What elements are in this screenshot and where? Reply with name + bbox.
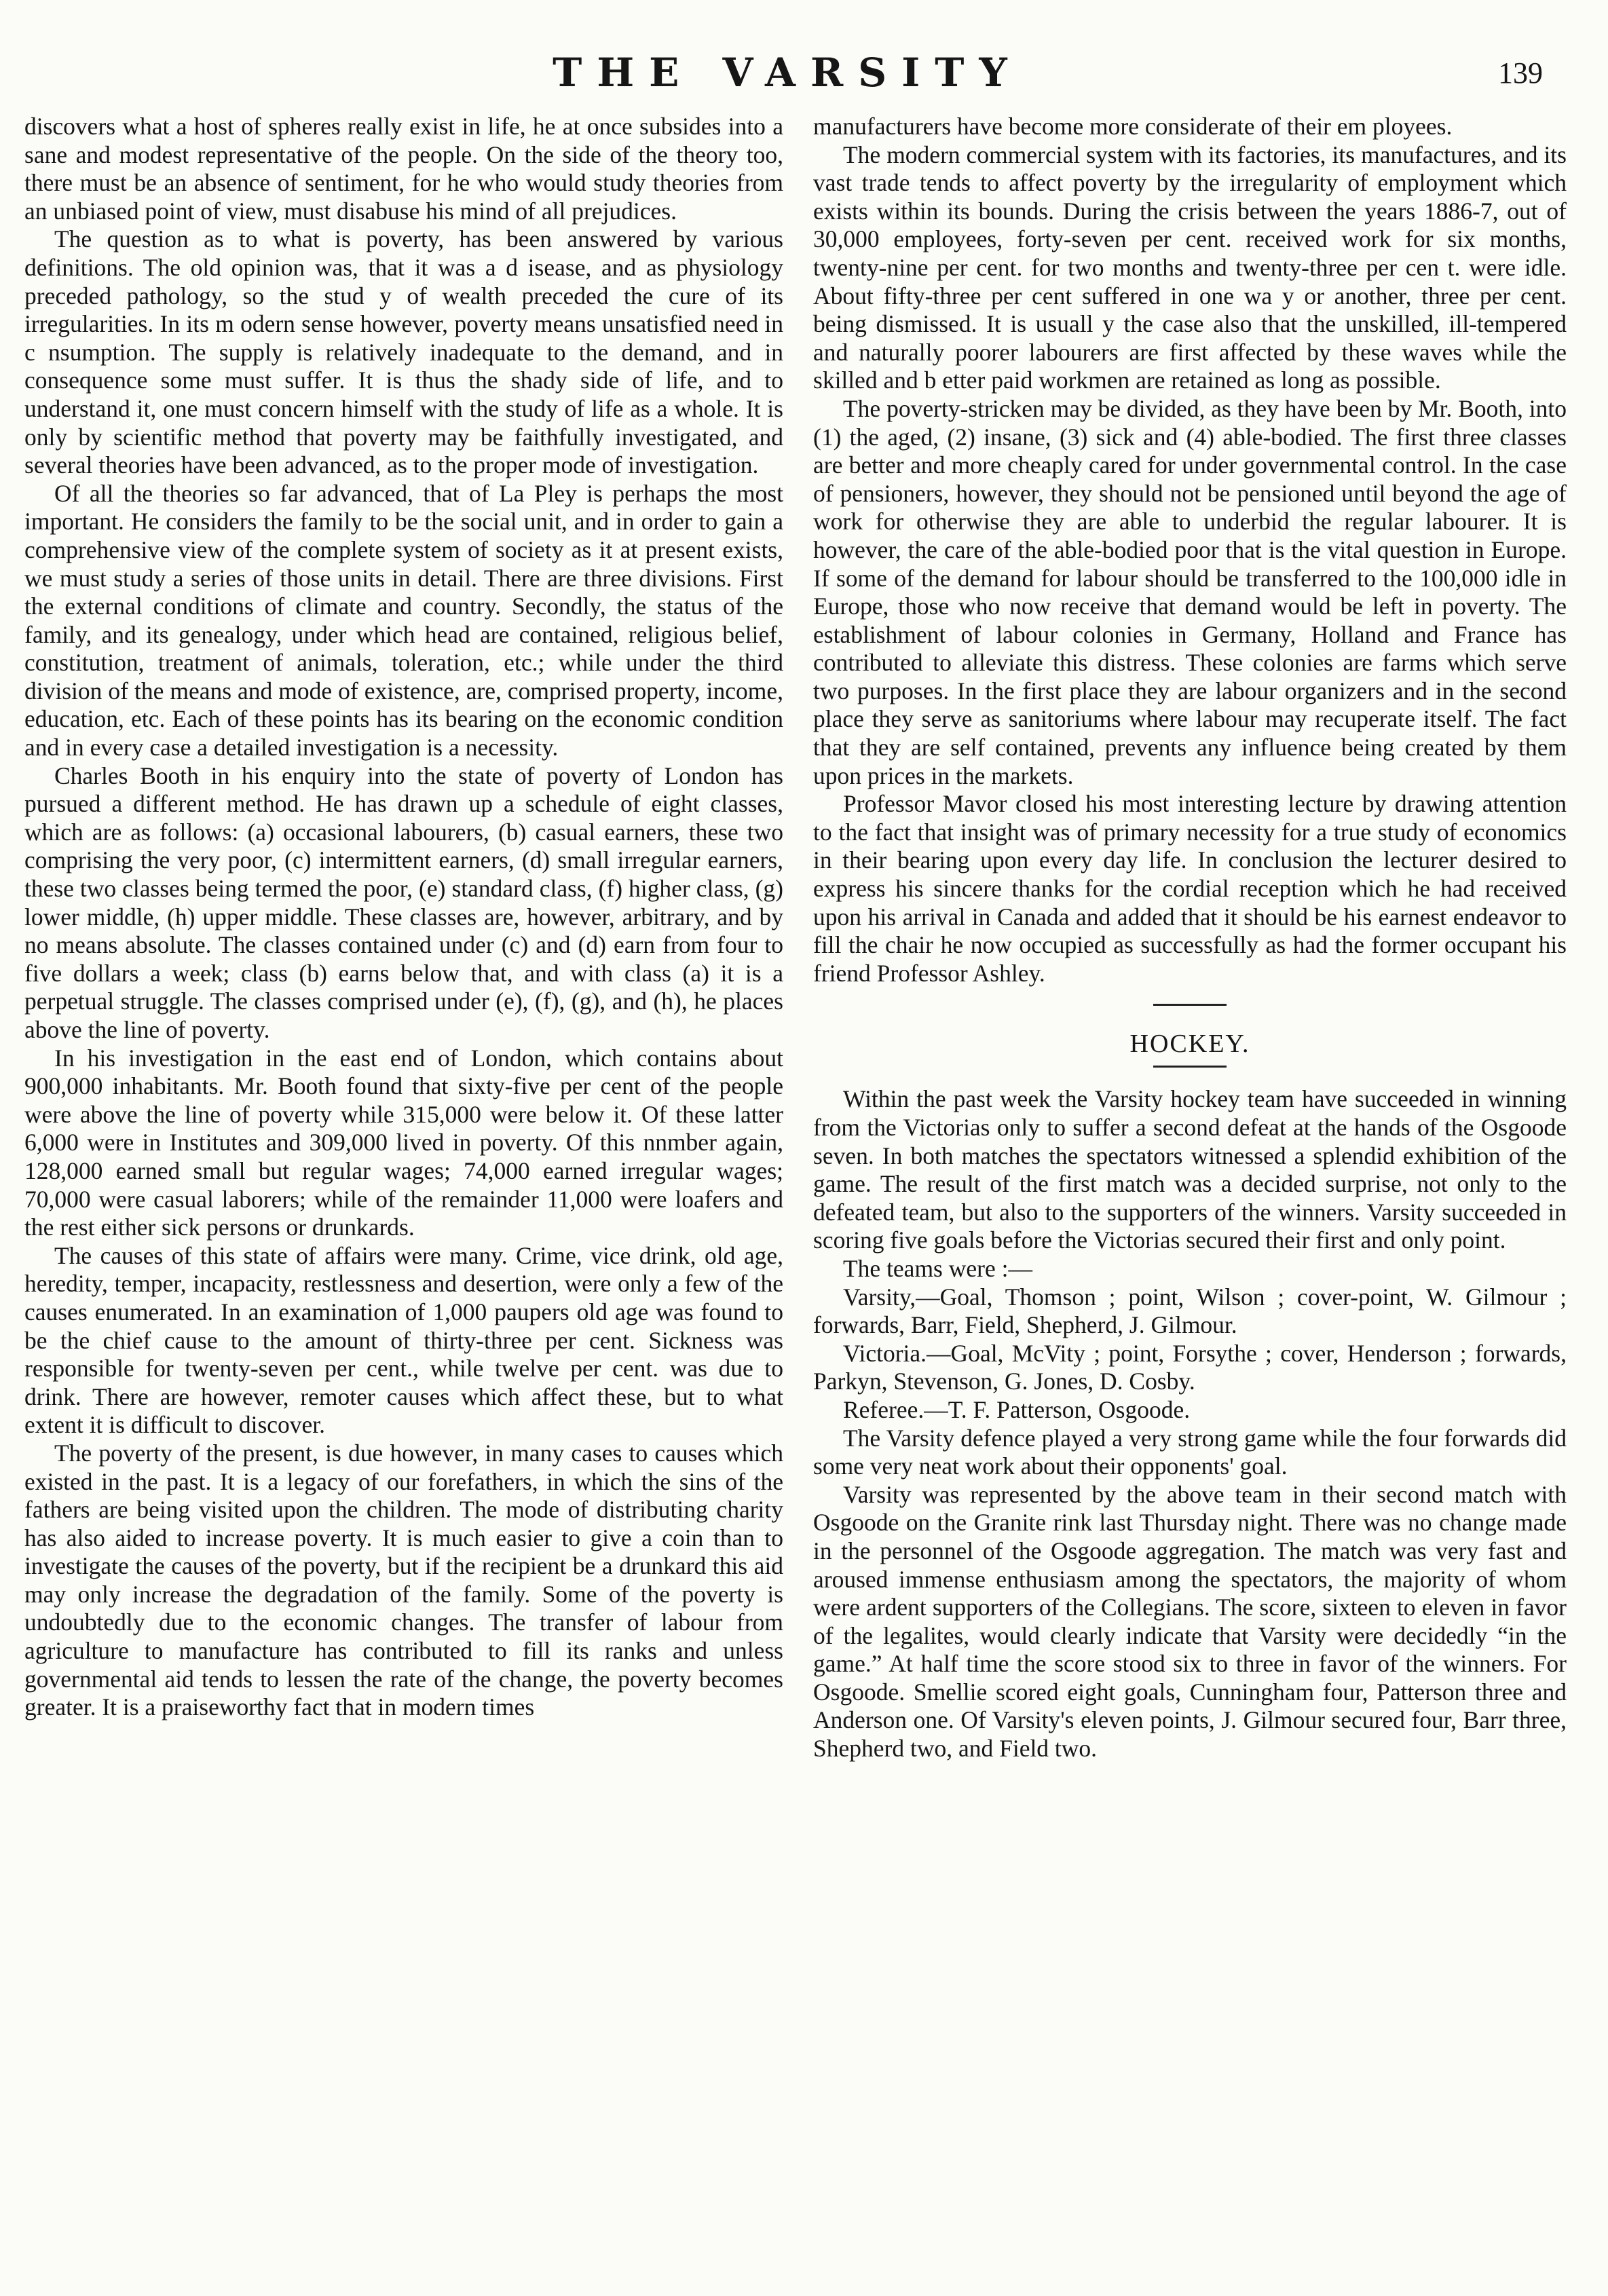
section-divider-bottom bbox=[1153, 1066, 1227, 1068]
article-paragraph: Professor Mavor closed his most interesting lecture by drawing attention to the fact that insight was of primary necessity for a true study of economics in their bearing upon every day life. In conclusion the lecturer desired to express his sincere thanks for the cordial reception which he had received upon his arrival in Canada and added that it should be his earnest endeavor to fill the chair he now occupied as successfully as had the former occupant his friend Professor Ashley. bbox=[813, 790, 1567, 987]
hockey-lineup-varsity: Varsity,—Goal, Thomson ; point, Wilson ; cover-point, W. Gilmour ; forwards, Barr, Field, Shepherd, J. Gilmour. bbox=[813, 1283, 1567, 1339]
article-paragraph: The question as to what is poverty, has been answered by various definitions. The old opinion was, that it was a d isease, and as physiology preceded pathology, so the stud y of wealth preceded the cure of its irregularities. In its m odern sense however, poverty means unsatisfied need in c nsumption. The supply is relatively inadequate to the demand, and in consequence some must suffer. It is thus the shady side of life, and to understand it, one must concern himself with the study of life as a whole. It is only by scientific method that poverty may be faithfully investigated, and several theories have been advanced, as to the proper mode of investigation. bbox=[24, 225, 783, 479]
hockey-paragraph: Within the past week the Varsity hockey team have succeeded in winning from the Victorias only to suffer a second defeat at the hands of the Osgoode seven. In both matches the spectators witnessed a splendid exhibition of the game. The result of the first match was a decided surprise, not only to the defeated team, but also to the supporters of the winners. Varsity succeeded in scoring five goals before the Victorias secured their first and only point. bbox=[813, 1085, 1567, 1254]
article-paragraph: manufacturers have become more considerate of their em ployees. bbox=[813, 113, 1453, 140]
article-paragraph: discovers what a host of spheres really exist in life, he at once subsides into a sane and modest representative of the people. On the side of the theory too, there must be an absence of sentiment, for he who would study theories from an unbiased point of view, must disabuse his mind of all prejudices. bbox=[24, 113, 783, 225]
page-number: 139 bbox=[1498, 56, 1543, 90]
hockey-referee: Referee.—T. F. Patterson, Osgoode. bbox=[843, 1395, 1191, 1423]
article-paragraph: Of all the theories so far advanced, that of La Pley is perhaps the most important. He considers the family to be the social unit, and in order to gain a comprehensive view of the complete system of society as it at present exists, we must study a series of those units in detail. There are three divisions. First the external conditions of climate and country. Secondly, the status of the family, and its genealogy, under which head are contained, religious belief, constitution, treatment of animals, toleration, etc.; while under the third division of the means and mode of existence, are, comprised property, income, education, etc. Each of these points has its bearing on the economic condition and in every case a detailed investigation is a necessity. bbox=[24, 479, 783, 761]
left-column bbox=[24, 113, 783, 1722]
article-paragraph: Charles Booth in his enquiry into the state of poverty of London has pursued a different method. He has drawn up a schedule of eight classes, which are as follows: (a) occasional labourers, (b) casual earners, these two comprising the very poor, (c) intermittent earners, (d) small irregular earners, these two classes being termed the poor, (e) standard class, (f) higher class, (g) lower middle, (h) upper middle. These classes are, however, arbitrary, and by no means absolute. The classes contained under (c) and (d) earn from four to five dollars a week; class (b) earns below that, and with class (a) it is a perpetual struggle. The classes comprised under (e), (f), (g), and (h), he places above the line of poverty. bbox=[24, 761, 783, 1043]
hockey-lineup-victoria: Victoria.—Goal, McVity ; point, Forsythe ; cover, Henderson ; forwards, Parkyn, Stevenson, G. Jones, D. Cosby. bbox=[813, 1339, 1567, 1395]
hockey-paragraph: The Varsity defence played a very strong game while the four forwards did some very neat work about their opponents' goal. bbox=[813, 1424, 1567, 1480]
article-paragraph: The causes of this state of affairs were many. Crime, vice drink, old age, heredity, temper, incapacity, restlessness and desertion, were only a few of the causes enumerated. In an examination of 1,000 paupers old age was found to be the chief cause to the amount of thirty-three per cent. Sickness was responsible for twenty-seven per cent., while twelve per cent. was due to drink. There are however, remoter causes which affect these, but to what extent it is difficult to discover. bbox=[24, 1241, 783, 1439]
article-paragraph: The poverty-stricken may be divided, as they have been by Mr. Booth, into (1) the aged, (2) insane, (3) sick and (4) able-bodied. The first three classes are better and more cheaply cared for under governmental control. In the case of pensioners, however, they should not be pensioned until beyond the age of work for otherwise they are able to underbid the regular labourer. It is however, the care of the able-bodied poor that is the vital question in Europe. If some of the demand for labour should be transferred to the 100,000 idle in Europe, those who now receive that demand would be left in poverty. The establishment of labour colonies in Germany, Holland and France has contributed to alleviate this distress. These colonies are farms which serve two purposes. In the first place they are labour organizers and in the second place they serve as sanitoriums where labour may recuperate itself. The fact that they are self contained, prevents any influence being created by them upon prices in the markets. bbox=[813, 394, 1567, 789]
article-paragraph: In his investigation in the east end of London, which contains about 900,000 inhabitants. Mr. Booth found that sixty-five per cent of the people were above the line of poverty while 315,000 were below it. Of these latter 6,000 were in Institutes and 309,000 lived in poverty. Of this nnmber again, 128,000 earned small but regular wages; 74,000 earned irregular wages; 70,000 were casual laborers; while of the remainder 11,000 were loafers and the rest either sick persons or drunkards. bbox=[24, 1044, 783, 1241]
article-paragraph: The modern commercial system with its factories, its manufactures, and its vast trade tends to affect poverty by the irregularity of employment which exists within its bounds. During the crisis between the years 1886-7, out of 30,000 employees, forty-seven per cent. received work for six months, twenty-nine per cent. for two months and twenty-three per cen t. were idle. About fifty-three per cent suffered in one wa y or another, three per cent. being dismissed. It is usuall y the case also that the unskilled, ill-tempered and naturally poorer labourers are first affected by these waves while the skilled and b etter paid workmen are retained as long as possible. bbox=[813, 140, 1567, 394]
article-paragraph: The poverty of the present, is due however, in many cases to causes which existed in the past. It is a legacy of our forefathers, in which the sins of the fathers are being visited upon the children. The mode of distributing charity has also aided to increase poverty. It is much easier to give a coin than to investigate the causes of the poverty, but if the recipient be a drunkard this aid may only increase the degradation of the family. Some of the poverty is undoubtedly due to the economic changes. The transfer of labour from agriculture to manufacture has contributed to fill its ranks and unless governmental aid tends to lessen the rate of the change, the poverty becomes greater. It is a praiseworthy fact that in modern times bbox=[24, 1439, 783, 1721]
hockey-section-title: HOCKEY. bbox=[1129, 1030, 1250, 1059]
hockey-paragraph: Varsity was represented by the above team in their second match with Osgoode on the Granite rink last Thursday night. There was no change made in the personnel of the Osgoode aggregation. The match was very fast and aroused immense enthusiasm among the spectators, the majority of whom were ardent supporters of the Collegians. The score, sixteen to eleven in favor of the legalites, would clearly indicate that Varsity were decidedly “in the game.” At half time the score stood six to three in favor of the winners. For Osgoode. Smellie scored eight goals, Cunningham four, Patterson three and Anderson one. Of Varsity's eleven points, J. Gilmour secured four, Barr three, Shepherd two, and Field two. bbox=[813, 1480, 1567, 1763]
right-column bbox=[813, 113, 1567, 1763]
masthead bbox=[0, 49, 1608, 103]
section-divider-top bbox=[1153, 1004, 1227, 1006]
masthead-title: THE VARSITY bbox=[553, 50, 1022, 96]
hockey-paragraph: The teams were :— bbox=[843, 1254, 1032, 1282]
